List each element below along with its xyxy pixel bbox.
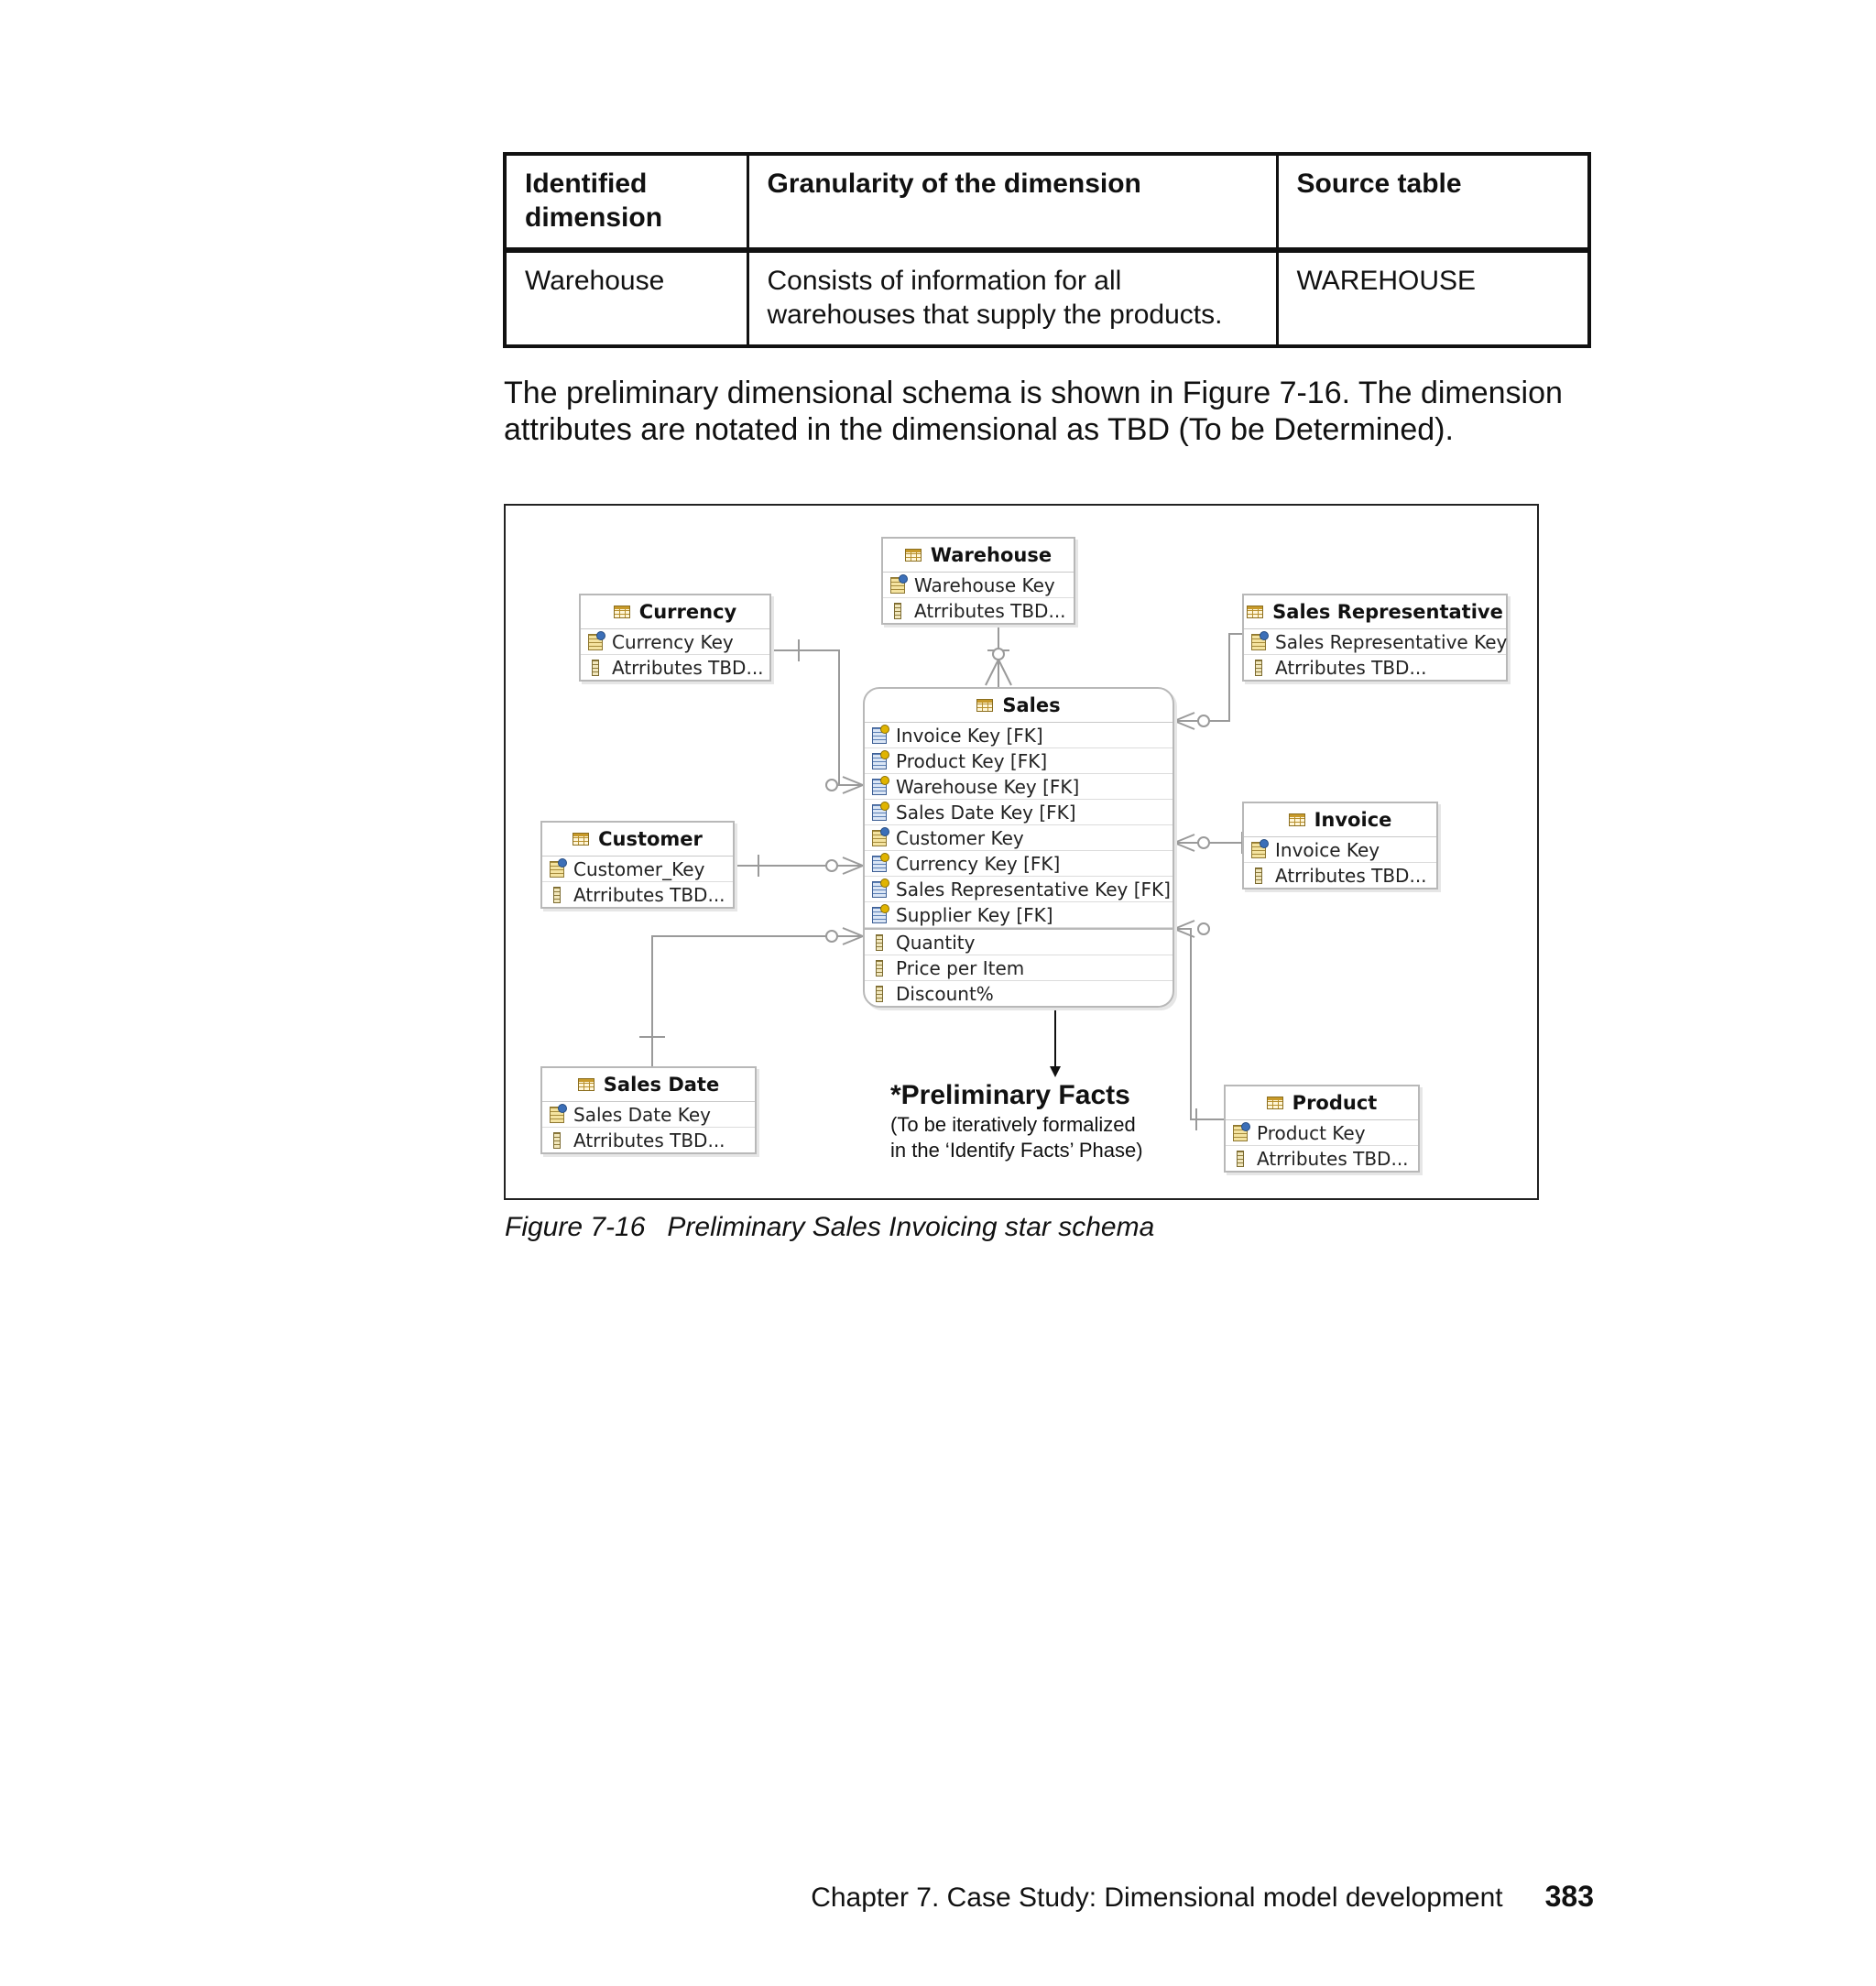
key-label: Sales Date Key [573,1103,712,1126]
sales-key-row [865,851,1172,877]
entity-header [883,539,1074,573]
entity-key-row [883,573,1074,598]
key-label: Sales Date Key [FK] [896,801,1076,824]
fact-label: Discount% [896,982,994,1005]
entity-title: Invoice [1314,809,1392,831]
table-icon [976,699,993,712]
header-source-table: Source table [1277,154,1589,250]
key-label: Sales Representative Key [1275,630,1508,653]
table-icon [1289,813,1305,826]
attribute-icon [876,934,883,951]
entity-header [542,823,733,857]
fact-label: Price per Item [896,956,1025,979]
foreign-key-icon [872,779,887,795]
table-icon [905,549,922,562]
primary-key-icon [872,830,887,846]
attr-label: Atrributes TBD... [573,883,725,906]
entity-title: Sales [1002,694,1061,716]
figure-caption-text: Preliminary Sales Invoicing star schema [667,1212,1155,1242]
entity-key-row [1244,837,1436,863]
page-number: 383 [1544,1880,1594,1913]
table-header-row [505,154,1589,250]
cell-source-table: WAREHOUSE [1277,250,1589,346]
entity-attr-row [581,655,769,680]
attr-label: Atrributes TBD... [914,599,1066,622]
foreign-key-icon [872,804,887,821]
sales-key-row [865,748,1172,774]
entity-title: Warehouse [930,544,1053,566]
sales-fact-row [865,981,1172,1006]
attribute-icon [592,660,599,676]
entity-attr-row [542,1128,755,1152]
attribute-icon [1255,868,1262,884]
star-schema-figure [504,504,1539,1200]
key-label: Supplier Key [FK] [896,903,1053,926]
primary-key-icon [890,577,905,594]
primary-key-icon [1251,634,1266,650]
table-icon [614,606,630,618]
key-label: Customer Key [896,826,1024,849]
fact-label: Quantity [896,931,976,954]
entity-title: Product [1292,1092,1378,1114]
primary-key-icon [588,634,603,650]
entity-header [542,1068,755,1102]
sales-key-row [865,902,1172,928]
key-label: Sales Representative Key [FK] [896,878,1171,900]
entity-key-row [1226,1120,1418,1146]
note-line: in the ‘Identify Facts’ Phase) [890,1139,1143,1162]
key-label: Warehouse Key [FK] [896,775,1080,798]
sales-fact-row [865,928,1172,955]
foreign-key-icon [872,881,887,898]
entity-attr-row [883,598,1074,623]
entity-title: Sales Date [603,1074,720,1096]
figure-caption [505,1211,1154,1244]
header-granularity: Granularity of the dimension [747,154,1277,250]
note-line: (To be iteratively formalized [890,1113,1136,1136]
attribute-icon [553,887,561,903]
entity-currency[interactable] [579,594,771,682]
entity-key-row [1244,629,1506,655]
sales-key-row [865,825,1172,851]
attribute-icon [1255,660,1262,676]
entity-key-row [581,629,769,655]
table-icon [1267,1097,1283,1109]
entity-title: Sales Representative [1272,601,1503,623]
attr-label: Atrributes TBD... [612,656,764,679]
entity-header [1244,595,1506,629]
key-label: Invoice Key [FK] [896,724,1043,747]
primary-key-icon [1233,1125,1248,1141]
entity-sales[interactable] [863,687,1174,1008]
key-label: Invoice Key [1275,838,1380,861]
attribute-icon [894,603,901,619]
attribute-icon [876,986,883,1002]
entity-sales-date[interactable] [540,1066,757,1154]
figure-number: Figure 7-16 [505,1212,646,1242]
attr-label: Atrributes TBD... [573,1129,725,1151]
attr-label: Atrributes TBD... [1275,864,1427,887]
chapter-title: Chapter 7. Case Study: Dimensional model development [811,1882,1503,1913]
entity-invoice[interactable] [1242,802,1438,889]
preliminary-facts-note [890,1079,1183,1163]
foreign-key-icon [872,907,887,923]
foreign-key-icon [872,727,887,744]
entity-header [1244,803,1436,837]
table-icon [573,833,589,846]
key-label: Currency Key [FK] [896,852,1061,875]
foreign-key-icon [872,753,887,769]
entity-title: Currency [638,601,737,623]
attribute-icon [553,1132,561,1149]
attr-label: Atrributes TBD... [1257,1147,1409,1170]
entity-attr-row [1244,655,1506,680]
entity-warehouse[interactable] [881,537,1075,625]
entity-attr-row [542,882,733,907]
key-label: Warehouse Key [914,573,1055,596]
page-footer [802,1880,1594,1915]
key-label: Customer_Key [573,857,705,880]
primary-key-icon [1251,842,1266,858]
key-label: Currency Key [612,630,734,653]
cell-granularity: Consists of information for all warehouses that supply the products. [747,250,1277,346]
entity-header [1226,1086,1418,1120]
foreign-key-icon [872,856,887,872]
sales-fact-row [865,955,1172,981]
note-title: *Preliminary Facts [890,1080,1130,1110]
entity-sales-representative[interactable] [1242,594,1508,682]
cell-dimension: Warehouse [505,250,747,346]
table-icon [578,1078,594,1091]
primary-key-icon [550,1107,564,1123]
key-label: Product Key [FK] [896,749,1048,772]
attr-label: Atrributes TBD... [1275,656,1427,679]
table-icon [1247,606,1263,618]
sales-key-row [865,800,1172,825]
table-row [505,250,1589,346]
entity-header [865,689,1172,723]
attribute-icon [876,960,883,977]
entity-key-row [542,1102,755,1128]
entity-title: Customer [598,828,703,850]
key-label: Product Key [1257,1121,1366,1144]
entity-key-row [542,857,733,882]
entity-header [581,595,769,629]
sales-key-row [865,774,1172,800]
sales-key-row [865,723,1172,748]
entity-attr-row [1226,1146,1418,1171]
sales-key-row [865,877,1172,902]
entity-product[interactable] [1224,1085,1420,1173]
dimension-table [503,152,1591,348]
header-identified-dimension: Identified dimension [505,154,747,250]
body-paragraph: The preliminary dimensional schema is shown in Figure 7-16. The dimension attributes are notated in the dimensional as TBD (To be Determined). [504,376,1563,447]
attribute-icon [1237,1151,1244,1167]
entity-customer[interactable] [540,821,735,909]
entity-attr-row [1244,863,1436,888]
primary-key-icon [550,861,564,878]
